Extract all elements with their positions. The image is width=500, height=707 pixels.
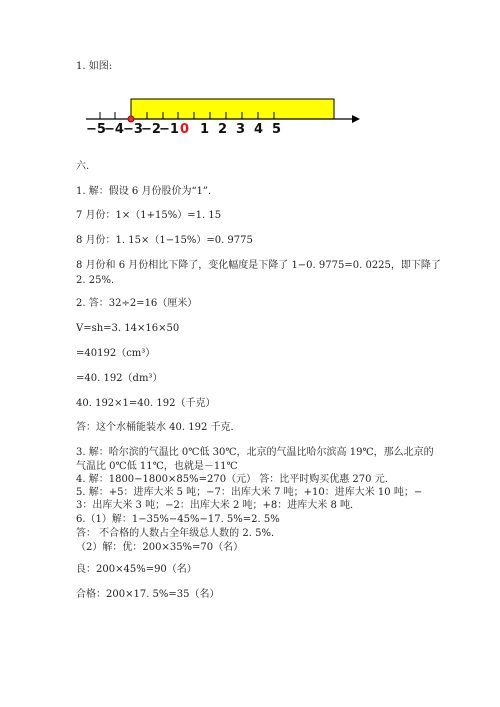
- ticks: [100, 112, 274, 119]
- answer-line: 5. 解：+5：进库大米 5 吨；−7：出库大米 7 吨；+10：进库大米 10 吨；−: [76, 487, 423, 498]
- nl-label-neg1: −1: [159, 122, 179, 137]
- answer-line: 4. 解：1800−1800×85%=270（元） 答：比平时购买优惠 270 元．: [76, 474, 395, 485]
- answer-line: 8 月份：1. 15×（1−15%）=0. 9775: [76, 235, 253, 246]
- answer-line: 1. 解：假设 6 月份股价为“1”．: [76, 186, 219, 197]
- answer-line: 答：这个水桶能装水 40. 192 千克．: [76, 422, 241, 433]
- nl-label-zero: 0: [180, 122, 190, 137]
- nl-label-1: 1: [200, 122, 210, 137]
- answer-line: =40. 192（dm³）: [76, 373, 163, 384]
- item-1-label: 1. 如图:: [76, 61, 113, 72]
- nl-label-neg5: −5: [86, 122, 106, 137]
- nl-label-neg4: −4: [104, 122, 124, 137]
- answer-line: 3：出库大米 3 吨；−2：出库大米 2 吨；+8：进库大米 8 吨．: [76, 500, 361, 511]
- answer-line: 40. 192×1=40. 192（千克）: [76, 398, 216, 409]
- answer-line: =40192（cm³）: [76, 348, 156, 359]
- nl-label-2: 2: [218, 122, 228, 137]
- nl-label-5: 5: [272, 122, 282, 137]
- answer-line: 良：200×45%=90（名）: [76, 564, 197, 575]
- answer-line: V=sh=3. 14×16×50: [76, 323, 180, 334]
- answer-line: 2. 25%．: [76, 275, 121, 286]
- highlight-region: [131, 99, 334, 119]
- answer-line: 答： 不合格的人数占全年级总人数的 2. 5%．: [76, 528, 281, 539]
- answer-line: 7 月份：1×（1+15%）=1. 15: [76, 210, 222, 221]
- nl-label-3: 3: [236, 122, 246, 137]
- answer-line: 8 月份和 6 月份相比下降了，变化幅度是下降了 1−0. 9775=0. 0225，即下降了: [76, 260, 441, 271]
- nl-label-4: 4: [254, 122, 264, 137]
- nl-label-neg2: −2: [141, 122, 161, 137]
- answer-line: 3. 解：哈尔滨的气温比 0℃低 30℃，北京的气温比哈尔滨高 19℃，那么北京的: [76, 447, 434, 458]
- axis-arrow: [352, 115, 360, 123]
- answer-line: （2）解：优：200×35%=70（名）: [76, 542, 244, 553]
- section-heading: 六.: [76, 161, 90, 172]
- answer-line: 气温比 0℃低 11℃，也就是－11℃: [76, 461, 238, 472]
- nl-label-neg3: −3: [123, 122, 143, 137]
- answer-line: 2. 答：32÷2=16（厘米）: [76, 298, 198, 309]
- answer-line: 合格：200×17. 5%=35（名）: [76, 589, 220, 600]
- answer-line: 6.（1）解：1−35%−45%−17. 5%=2. 5%: [76, 514, 280, 525]
